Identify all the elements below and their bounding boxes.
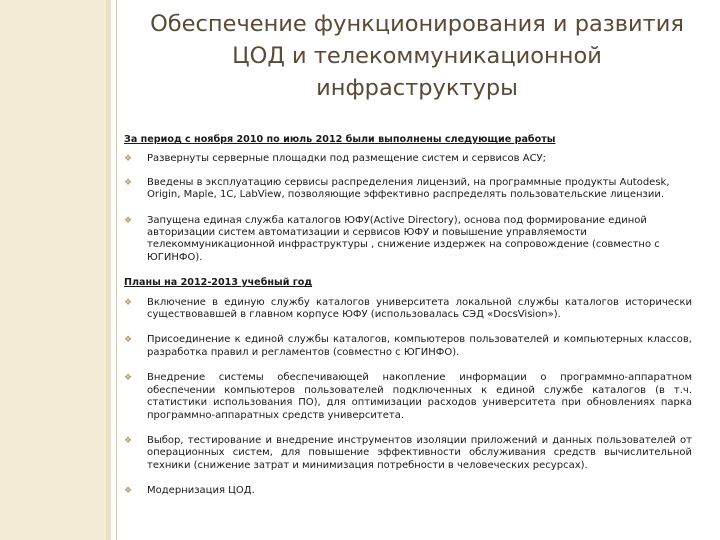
- section-heading-plans: Планы на 2012-2013 учебный год: [124, 277, 313, 289]
- list-item-text: Развернуты серверные площадки под размещение систем и сервисов АСУ;: [147, 153, 547, 165]
- decorative-side-line: [116, 0, 117, 540]
- diamond-bullet-icon: ❖: [124, 297, 133, 308]
- list-item: [124, 372, 692, 422]
- list-item-text: Внедрение системы обеспечивающей накопление информации о программно-аппаратном обеспечении компьютеров пользователей подключенных к единой службе каталогов (в т.ч. статистики использования ПО), для оптимизации расходов университета при обновлениях парка программно-аппаратных средств университета.: [147, 372, 692, 421]
- diamond-bullet-icon: ❖: [124, 486, 133, 497]
- list-item: [124, 435, 692, 472]
- list-item-text: Введены в эксплуатацию сервисы распределения лицензий, на программные продукты Autodesk, Origin, Maple, 1С, LabView, позволяющие эффективно распределять пользовательские лицензии.: [147, 176, 670, 201]
- diamond-bullet-icon: ❖: [124, 177, 133, 188]
- list-item-text: Включение в единую службу каталогов университета локальной службы каталогов исторически существовавшей в главном корпусе ЮФУ (использовалась СЭД «DocsVision»).: [147, 296, 692, 321]
- list-item-text: Модернизация ЦОД.: [147, 485, 255, 497]
- list-item-text: Выбор, тестирование и внедрение инструментов изоляции приложений и данных пользователей от операционных систем, для повышение эффективности обслуживания средств вычислительной техники (снижение затрат и минимизация потребности в человеческих ресурсах).: [147, 434, 692, 471]
- list-item: [124, 215, 692, 265]
- list-item: [124, 297, 692, 322]
- slide-content: [124, 134, 692, 511]
- decorative-side-stripe: [106, 0, 111, 540]
- list-item-text: Присоединение к единой службы каталогов, компьютеров пользователей и компьютерных классов, разработка правил и регламентов (совместно с ЮГИНФО).: [147, 334, 692, 358]
- section-heading-completed: За период с ноября 2010 по июль 2012 были выполнены следующие работы: [124, 134, 556, 145]
- diamond-bullet-icon: ❖: [124, 335, 133, 346]
- diamond-bullet-icon: ❖: [124, 435, 133, 446]
- decorative-side-band: [0, 0, 106, 540]
- diamond-bullet-icon: ❖: [124, 154, 133, 165]
- list-item-text: Запущена единая служба каталогов ЮФУ(Active Directory), основа под формирование единой авторизации систем автоматизации и сервисов ЮФУ и повышение управляемости телекоммуникационной инфраструктуры , снижение издержек на сопровождение (совместно с ЮГИНФО).: [147, 214, 660, 263]
- slide-title-line-1: Обеспечение функционирования и развития: [150, 11, 684, 37]
- list-item: [124, 485, 692, 497]
- diamond-bullet-icon: ❖: [124, 215, 133, 226]
- list-item: [124, 334, 692, 359]
- diamond-bullet-icon: ❖: [124, 373, 133, 384]
- list-item: [124, 177, 692, 202]
- slide-title: [124, 8, 710, 104]
- list-item: [124, 153, 692, 165]
- slide-title-line-2: ЦОД и телекоммуникационной: [232, 43, 602, 69]
- slide-title-line-3: инфраструктуры: [316, 75, 518, 101]
